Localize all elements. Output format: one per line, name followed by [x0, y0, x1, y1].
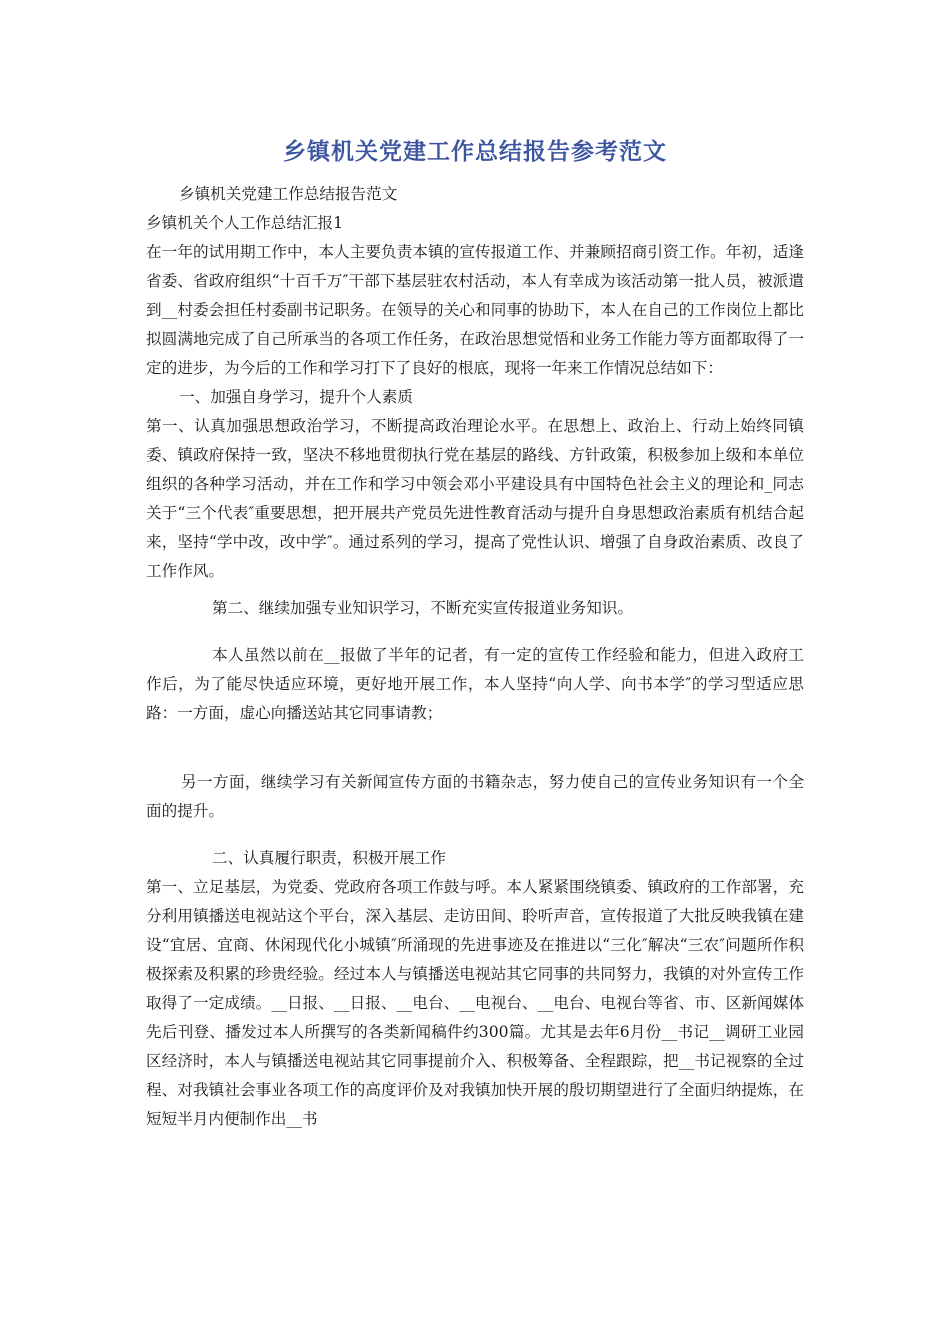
- document-title: 乡镇机关党建工作总结报告参考范文: [283, 139, 667, 165]
- section1-heading: 一、加强自身学习，提升个人素质: [179, 388, 413, 406]
- paragraph-section1-2: 第二、继续加强专业知识学习，不断充实宣传报道业务知识。: [212, 599, 634, 617]
- document-subtitle: 乡镇机关党建工作总结报告范文: [179, 185, 398, 203]
- paragraph-section1-3: 本人虽然以前在__报做了半年的记者，有一定的宣传工作经验和能力，但进入政府工作后，为了能尽快适应环境，更好地开展工作，本人坚持“向人学、向书本学″的学习型适应思路：一方面，虚心向播送站其它同事请教；: [146, 646, 804, 722]
- document-body: [146, 180, 804, 1134]
- paragraph-section1-4: 另一方面，继续学习有关新闻宣传方面的书籍杂志，努力使自己的宣传业务知识有一个全面的提升。: [146, 773, 804, 820]
- paragraph-section2-1: 第一、立足基层，为党委、党政府各项工作鼓与呼。本人紧紧围绕镇委、镇政府的工作部署，充分利用镇播送电视站这个平台，深入基层、走访田间、聆听声音，宣传报道了大批反映我镇在建设“宜居、宜商、休闲现代化小城镇″所涌现的先进事迹及在推进以“三化″解决“三农″问题所作积极探索及积累的珍贵经验。经过本人与镇播送电视站其它同事的共同努力，我镇的对外宣传工作取得了一定成绩。__日报、__日报、__电台、__电视台、__电台、电视台等省、市、区新闻媒体先后刊登、播发过本人所撰写的各类新闻稿件约300篇。尤其是去年6月份__书记__调研工业园区经济时，本人与镇播送电视站其它同事提前介入、积极筹备、全程跟踪，把__书记视察的全过程、对我镇社会事业各项工作的高度评价及对我镇加快开展的殷切期望进行了全面归纳提炼，在短短半月内便制作出__书: [146, 878, 804, 1128]
- report-heading: 乡镇机关个人工作总结汇报1: [146, 214, 344, 232]
- paragraph-intro: 在一年的试用期工作中，本人主要负责本镇的宣传报道工作、并兼顾招商引资工作。年初，适逢省委、省政府组织“十百千万″干部下基层驻农村活动，本人有幸成为该活动第一批人员，被派遣到__村委会担任村委副书记职务。在领导的关心和同事的协助下，本人在自己的工作岗位上都比拟圆满地完成了自己所承当的各项工作任务，在政治思想觉悟和业务工作能力等方面都取得了一定的进步，为今后的工作和学习打下了良好的根底，现将一年来工作情况总结如下：: [146, 243, 804, 377]
- section2-heading: 二、认真履行职责，积极开展工作: [212, 849, 446, 867]
- paragraph-section1-1: 第一、认真加强思想政治学习，不断提高政治理论水平。在思想上、政治上、行动上始终同镇委、镇政府保持一致，坚决不移地贯彻执行党在基层的路线、方针政策，积极参加上级和本单位组织的各种学习活动，并在工作和学习中领会邓小平建设具有中国特色社会主义的理论和_同志关于“三个代表″重要思想，把开展共产党员先进性教育活动与提升自身思想政治素质有机结合起来，坚持“学中改，改中学″。通过系列的学习，提高了党性认识、增强了自身政治素质、改良了工作作风。: [146, 417, 804, 580]
